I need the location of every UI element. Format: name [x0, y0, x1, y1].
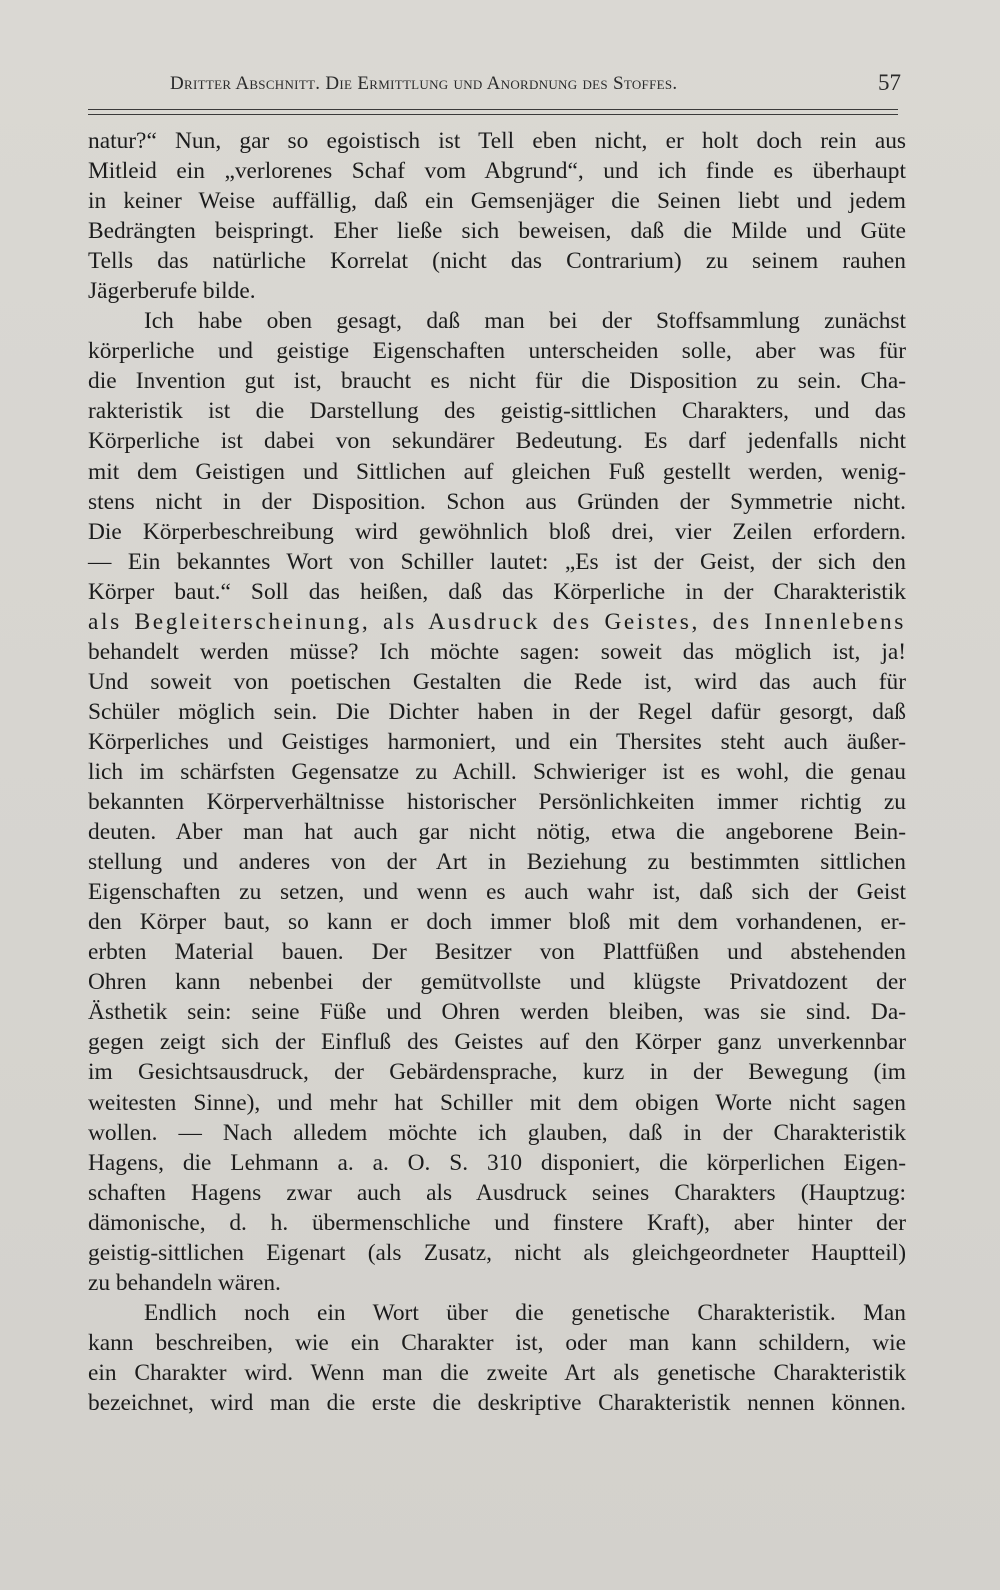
text-line: Die Körperbeschreibung wird gewöhnlich bloß drei, vier Zeilen erfordern.: [88, 518, 906, 545]
text-line: ein Charakter wird. Wenn man die zweite Art als genetische Charakteristik: [88, 1359, 906, 1386]
text-line: Ästhetik sein: seine Füße und Ohren werden bleiben, was sie sind. Da-: [88, 999, 906, 1026]
text-line: lich im schärfsten Gegensatze zu Achill. Schwieriger ist es wohl, die genau: [88, 758, 906, 785]
text-line: Endlich noch ein Wort über die genetische Charakteristik. Man: [144, 1299, 906, 1326]
text-line: geistig-sittlichen Eigenart (als Zusatz, nicht als gleichgeordneter Hauptteil): [88, 1239, 906, 1266]
text-line: zu behandeln wären.: [88, 1269, 281, 1296]
text-line: natur?“ Nun, gar so egoistisch ist Tell eben nicht, er holt doch rein aus: [88, 128, 906, 154]
text-line: Ich habe oben gesagt, daß man bei der Stoffsammlung zunächst: [144, 308, 906, 335]
page-number: 57: [878, 70, 901, 95]
text-line: Körper baut.“ Soll das heißen, daß das Körperliche in der Charakteristik: [88, 578, 906, 605]
text-line: Hagens, die Lehmann a. a. O. S. 310 disponiert, die körperlichen Eigen-: [88, 1149, 906, 1176]
text-line: Bedrängten beispringt. Eher ließe sich beweisen, daß die Milde und Güte: [88, 218, 906, 245]
text-line: Körperliches und Geistiges harmoniert, und ein Thersites steht auch äußer-: [88, 728, 906, 755]
text-line: im Gesichtsausdruck, der Gebärdensprache, kurz in der Bewegung (im: [88, 1059, 906, 1086]
text-line: mit dem Geistigen und Sittlichen auf gleichen Fuß gestellt werden, wenig-: [88, 458, 906, 485]
text-line: — Ein bekanntes Wort von Schiller lautet: „Es ist der Geist, der sich den: [88, 548, 906, 575]
text-line: behandelt werden müsse? Ich möchte sagen: soweit das möglich ist, ja!: [88, 638, 906, 665]
text-line: wollen. — Nach alledem möchte ich glauben, daß in der Charakteristik: [88, 1119, 906, 1146]
text-line: gegen zeigt sich der Einfluß des Geistes auf den Körper ganz unverkennbar: [88, 1029, 906, 1056]
text-line: Ohren kann nebenbei der gemütvollste und klügste Privatdozent der: [88, 969, 906, 996]
text-line: körperliche und geistige Eigenschaften unterscheiden solle, aber was für: [88, 338, 906, 365]
text-line: in keiner Weise auffällig, daß ein Gemsenjäger die Seinen liebt und jedem: [88, 188, 906, 215]
text-line: stellung und anderes von der Art in Beziehung zu bestimmten sittlichen: [88, 849, 906, 876]
text-line: Und soweit von poetischen Gestalten die Rede ist, wird das auch für: [88, 668, 906, 695]
text-line: als Begleiterscheinung, als Ausdruck des Geistes, des Innenlebens: [88, 608, 906, 635]
text-line: Tells das natürliche Korrelat (nicht das Contrarium) zu seinem rauhen: [88, 248, 906, 275]
text-line: kann beschreiben, wie ein Charakter ist, oder man kann schildern, wie: [88, 1329, 906, 1356]
running-head: Dritter Abschnitt. Die Ermittlung und Anordnung des Stoffes.: [170, 73, 678, 94]
text-line: Körperliche ist dabei von sekundärer Bedeutung. Es darf jedenfalls nicht: [88, 428, 906, 455]
text-line: weitesten Sinne), und mehr hat Schiller mit dem obigen Worte nicht sagen: [88, 1089, 906, 1116]
text-line: dämonische, d. h. übermenschliche und finstere Kraft), aber hinter der: [88, 1209, 906, 1236]
text-line: den Körper baut, so kann er doch immer bloß mit dem vorhandenen, er-: [88, 909, 906, 936]
header-rule: [88, 109, 898, 115]
text-line: schaften Hagens zwar auch als Ausdruck seines Charakters (Hauptzug:: [88, 1179, 906, 1206]
text-line: bekannten Körperverhältnisse historischer Persönlichkeiten immer richtig zu: [88, 789, 906, 816]
text-line: Schüler möglich sein. Die Dichter haben in der Regel dafür gesorgt, daß: [88, 698, 906, 725]
text-line: bezeichnet, wird man die erste die deskriptive Charakteristik nennen können.: [88, 1389, 906, 1416]
text-line: stens nicht in der Disposition. Schon aus Gründen der Symmetrie nicht.: [88, 488, 906, 515]
body-text: [88, 126, 906, 1418]
text-line: rakteristik ist die Darstellung des geistig-sittlichen Charakters, und das: [88, 398, 906, 425]
text-line: deuten. Aber man hat auch gar nicht nötig, etwa die angeborene Bein-: [88, 819, 906, 846]
text-line: die Invention gut ist, braucht es nicht für die Disposition zu sein. Cha-: [88, 368, 906, 395]
text-line: erbten Material bauen. Der Besitzer von Plattfüßen und abstehenden: [88, 939, 906, 966]
text-line: Jägerberufe bilde.: [88, 278, 256, 305]
text-line: Mitleid ein „verlorenes Schaf vom Abgrund“, und ich finde es überhaupt: [88, 158, 906, 185]
text-line: Eigenschaften zu setzen, und wenn es auch wahr ist, daß sich der Geist: [88, 879, 906, 906]
